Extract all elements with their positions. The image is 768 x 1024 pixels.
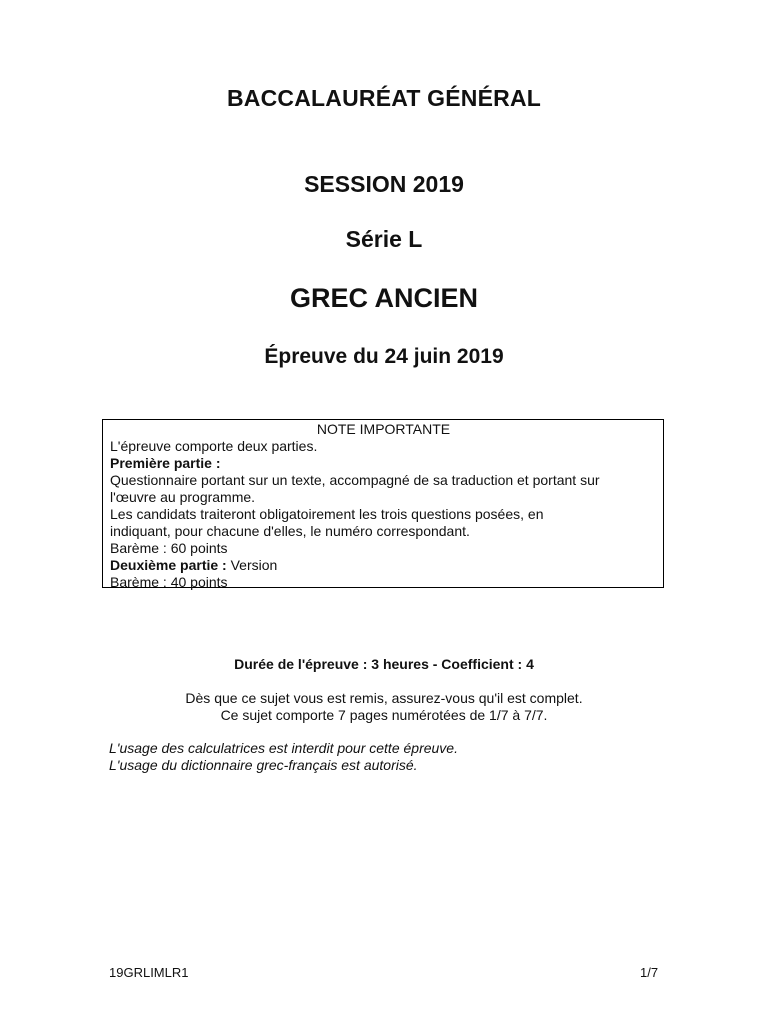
important-note-box [102, 419, 664, 588]
part2-description: Version [226, 557, 278, 573]
part1-description-line2: l'œuvre au programme. [110, 489, 256, 505]
note-intro: L'épreuve comporte deux parties. [110, 438, 318, 454]
usage-rules [109, 740, 458, 774]
part2-bareme: Barème : 40 points [110, 574, 228, 590]
footer-subject-code: 19GRLIMLR1 [109, 965, 189, 980]
part2-label: Deuxième partie : [110, 557, 227, 573]
duration-coefficient: Durée de l'épreuve : 3 heures - Coefficient : 4 [234, 656, 534, 672]
exam-title: BACCALAURÉAT GÉNÉRAL [226, 85, 542, 111]
part1-description-line1: Questionnaire portant sur un texte, accompagné de sa traduction et portant sur [110, 472, 600, 488]
note-title: NOTE IMPORTANTE [316, 421, 451, 437]
completeness-line1: Dès que ce sujet vous est remis, assurez-vous qu'il est complet. [185, 690, 583, 706]
part1-instruction-line2: indiquant, pour chacune d'elles, le numéro correspondant. [110, 523, 470, 539]
completeness-notice [0, 690, 768, 724]
session-heading: SESSION 2019 [304, 171, 464, 197]
subject-heading: GREC ANCIEN [289, 283, 478, 313]
part2-line [110, 557, 657, 574]
calculator-rule: L'usage des calculatrices est interdit pour cette épreuve. [109, 740, 458, 756]
footer-page-number: 1/7 [640, 965, 659, 980]
exam-date-heading: Épreuve du 24 juin 2019 [264, 345, 504, 368]
completeness-line2: Ce sujet comporte 7 pages numérotées de 1/7 à 7/7. [220, 707, 548, 723]
part1-bareme: Barème : 60 points [110, 540, 228, 556]
dictionary-rule: L'usage du dictionnaire grec-français est autorisé. [109, 757, 418, 773]
part1-instruction-line1: Les candidats traiteront obligatoirement les trois questions posées, en [110, 506, 544, 522]
serie-heading: Série L [345, 226, 423, 252]
part1-label: Première partie : [110, 455, 221, 471]
